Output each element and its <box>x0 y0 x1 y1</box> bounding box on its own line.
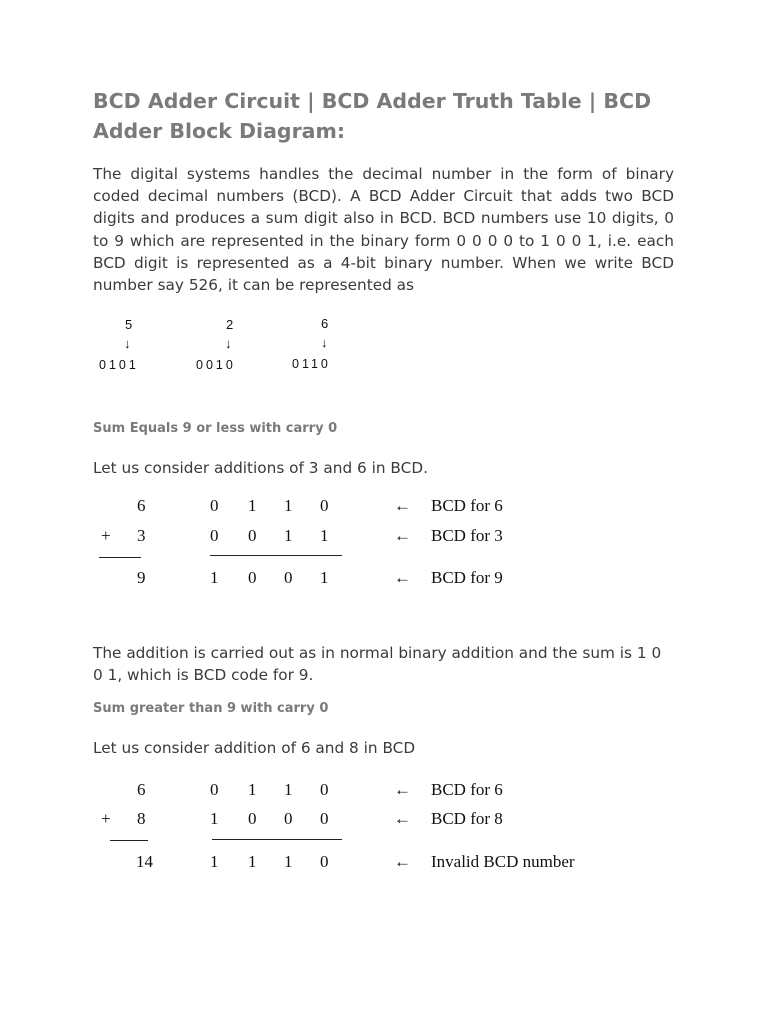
sum-rule-short <box>99 557 141 558</box>
intro-paragraph: The digital systems handles the decimal number in the form of binary coded decimal numbers (BCD). A BCD Adder Circuit that adds two BCD digits and produces a sum digit also in BCD. BCD numbers use 10 digits, 0 to 9 which are represented in the binary form 0 0 0 0 to 1 0 0 1, i.e. each BCD digit is represented as a 4-bit binary number. When we write BCD number say 526, it can be represented as <box>93 165 674 295</box>
left-arrow-icon: ← <box>394 526 411 545</box>
decimal-value: 6 <box>137 780 146 799</box>
section2-lead: Let us consider addition of 6 and 8 in BCD <box>93 739 416 757</box>
section1-heading: Sum Equals 9 or less with carry 0 <box>93 421 338 436</box>
bit: 0 <box>284 809 293 828</box>
row-note: BCD for 9 <box>431 568 503 587</box>
bit: 0 <box>320 780 329 799</box>
encoding-digit: 5 <box>125 317 133 332</box>
bit: 1 <box>210 568 219 587</box>
down-arrow-icon: ↓ <box>124 336 131 351</box>
row-note: Invalid BCD number <box>431 852 575 871</box>
encoding-digit: 2 <box>226 317 234 332</box>
section1-lead: Let us consider additions of 3 and 6 in BCD. <box>93 459 428 477</box>
bit: 1 <box>284 780 293 799</box>
bit: 0 <box>210 526 219 545</box>
row-note: BCD for 3 <box>431 526 503 545</box>
encoding-digit: 6 <box>321 316 329 331</box>
bit: 0 <box>210 780 219 799</box>
bit: 1 <box>320 526 329 545</box>
bit: 1 <box>248 852 257 871</box>
bit: 0 <box>320 852 329 871</box>
bit: 0 <box>320 496 329 515</box>
plus-sign: + <box>101 809 111 828</box>
bit: 1 <box>248 780 257 799</box>
bit: 1 <box>210 809 219 828</box>
bit: 1 <box>284 496 293 515</box>
sum-rule-short <box>110 840 148 841</box>
bit: 1 <box>248 496 257 515</box>
bit: 1 <box>284 526 293 545</box>
left-arrow-icon: ← <box>394 809 411 828</box>
page-title: BCD Adder Circuit | BCD Adder Truth Table | BCD Adder Block Diagram: <box>93 89 652 143</box>
decimal-value: 8 <box>137 809 146 828</box>
decimal-value: 3 <box>137 526 146 545</box>
bit: 1 <box>210 852 219 871</box>
bit: 0 <box>248 809 257 828</box>
plus-sign: + <box>101 526 111 545</box>
decimal-value: 14 <box>136 852 153 871</box>
bit: 0 <box>210 496 219 515</box>
decimal-value: 6 <box>137 496 146 515</box>
left-arrow-icon: ← <box>394 496 411 515</box>
encoding-binary: 0110 <box>292 357 331 371</box>
sum-rule-long <box>210 555 342 556</box>
section2-heading: Sum greater than 9 with carry 0 <box>93 701 329 716</box>
row-note: BCD for 8 <box>431 809 503 828</box>
left-arrow-icon: ← <box>394 780 411 799</box>
bit: 1 <box>320 568 329 587</box>
down-arrow-icon: ↓ <box>321 335 328 350</box>
row-note: BCD for 6 <box>431 780 503 799</box>
bit: 1 <box>284 852 293 871</box>
down-arrow-icon: ↓ <box>225 336 232 351</box>
bit: 0 <box>248 568 257 587</box>
bit: 0 <box>248 526 257 545</box>
encoding-binary: 0101 <box>99 358 139 372</box>
row-note: BCD for 6 <box>431 496 503 515</box>
left-arrow-icon: ← <box>394 568 411 587</box>
bit: 0 <box>320 809 329 828</box>
encoding-binary: 0010 <box>196 358 236 372</box>
section1-explanation: The addition is carried out as in normal binary addition and the sum is 1 0 0 1, which is BCD code for 9. <box>93 644 662 685</box>
bit: 0 <box>284 568 293 587</box>
decimal-value: 9 <box>137 568 146 587</box>
sum-rule-long <box>212 839 342 840</box>
left-arrow-icon: ← <box>394 852 411 871</box>
